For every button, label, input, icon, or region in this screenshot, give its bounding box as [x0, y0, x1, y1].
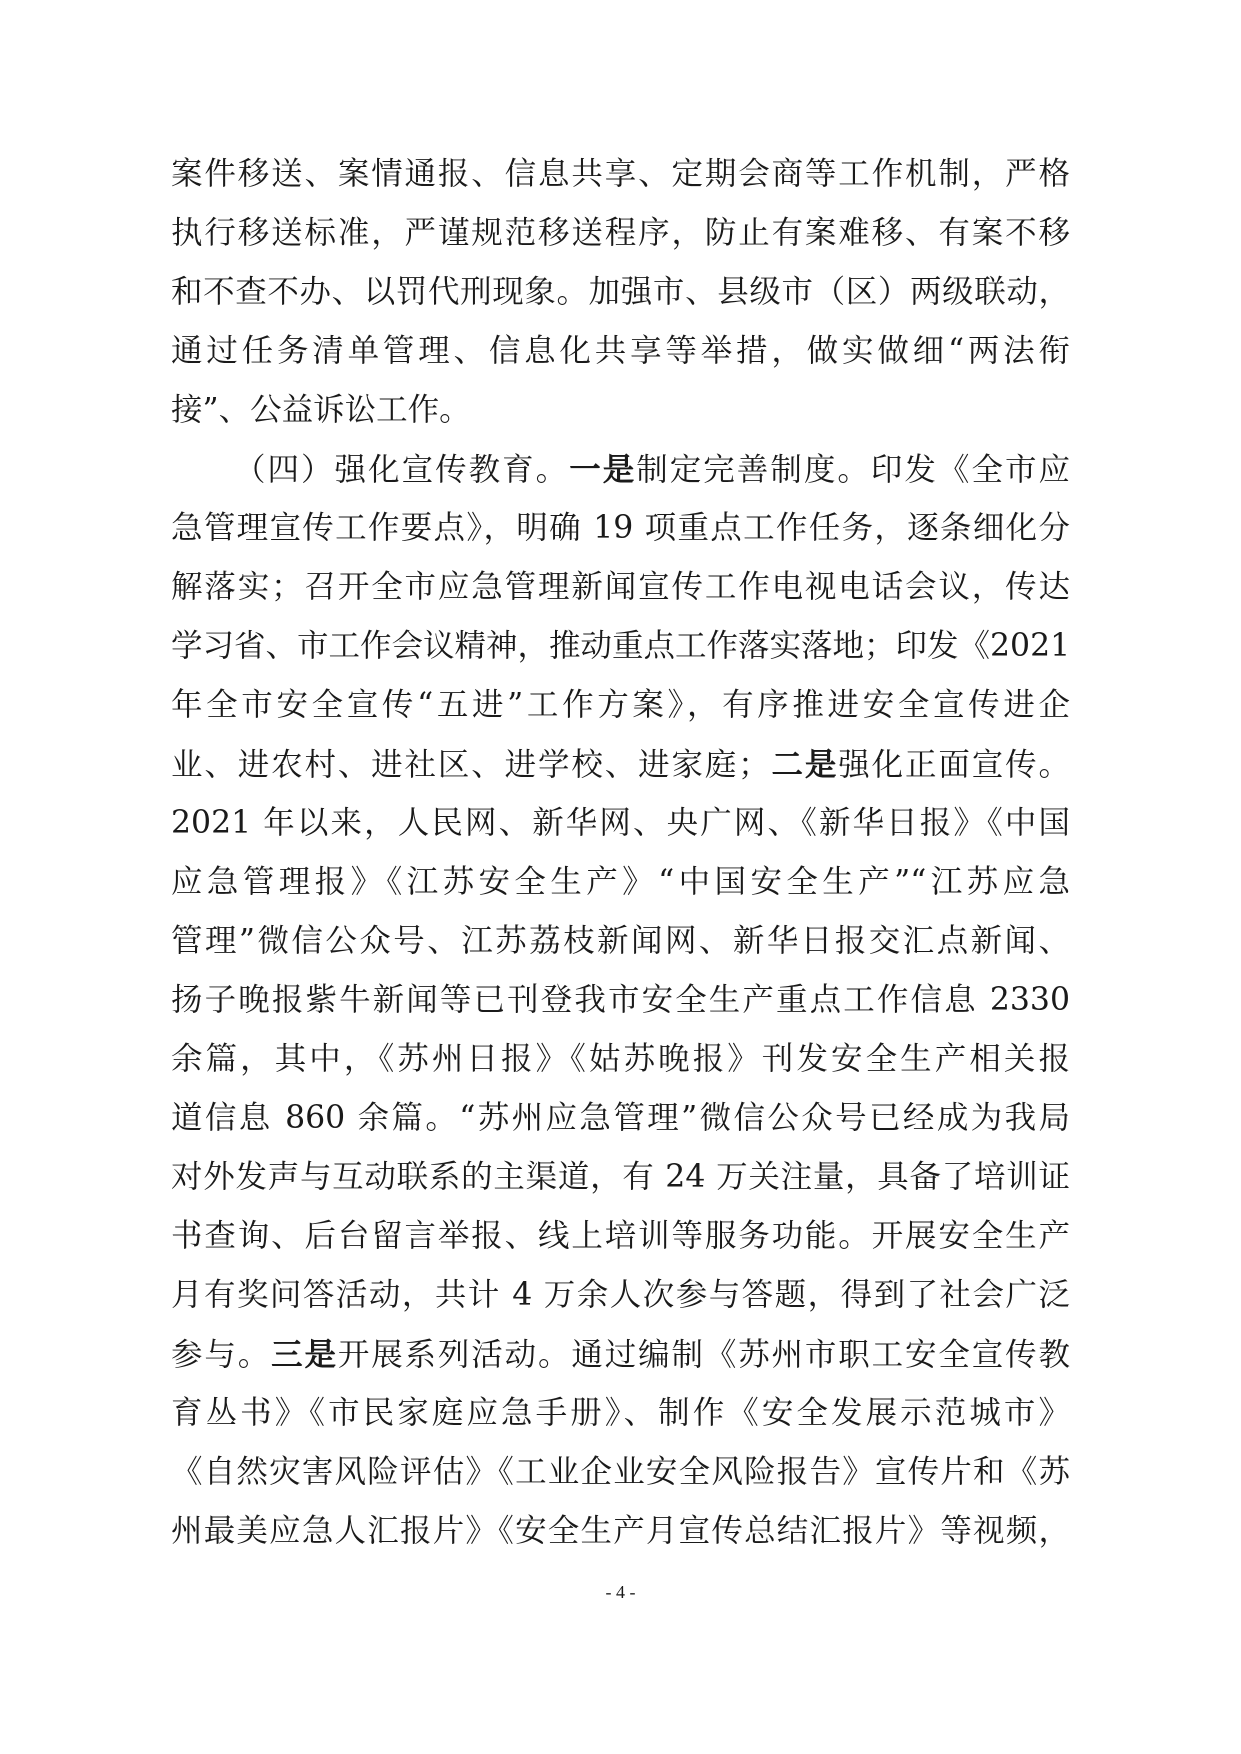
text-line: 通过任务清单管理、信息化共享等举措，做实做细“两法衔 [171, 333, 1070, 369]
text-line: 学习省、市工作会议精神，推动重点工作落实落地；印发《2021 [171, 628, 1070, 664]
text-line: 书查询、后台留言举报、线上培训等服务功能。开展安全生产 [171, 1218, 1070, 1254]
text-line: 管理”微信公众号、江苏荔枝新闻网、新华日报交汇点新闻、 [171, 923, 1070, 959]
page-number: - 4 - [605, 1582, 636, 1602]
paragraph-publicity-education [171, 440, 1070, 1561]
text-fragment: 开展系列活动。通过编制《苏州市职工安全宣传教 [337, 1337, 1070, 1373]
text-line: 案件移送、案情通报、信息共享、定期会商等工作机制，严格 [171, 156, 1070, 192]
text-fragment: 制定完善制度。印发《全市应 [636, 452, 1070, 488]
text-line: 应急管理报》《江苏安全生产》“中国安全生产”“江苏应急 [171, 864, 1070, 900]
text-line: 《自然灾害风险评估》《工业企业安全风险报告》宣传片和《苏 [171, 1454, 1070, 1490]
text-line: 州最美应急人汇报片》《安全生产月宣传总结汇报片》等视频， [171, 1513, 1070, 1549]
text-line [171, 440, 1070, 499]
point-marker-first: 一是 [569, 451, 637, 488]
text-line: 解落实；召开全市应急管理新闻宣传工作电视电话会议，传达 [171, 569, 1070, 605]
point-marker-third: 三是 [271, 1336, 338, 1373]
text-line: 对外发声与互动联系的主渠道，有 24 万关注量，具备了培训证 [171, 1159, 1070, 1195]
text-line: 执行移送标准，严谨规范移送程序，防止有案难移、有案不移 [171, 215, 1070, 251]
text-line: 急管理宣传工作要点》，明确 19 项重点工作任务，逐条细化分 [171, 510, 1070, 546]
text-fragment: 强化正面宣传。 [838, 747, 1070, 783]
text-line: 年全市安全宣传“五进”工作方案》，有序推进安全宣传进企 [171, 687, 1070, 723]
text-line: 接”、公益诉讼工作。 [171, 392, 471, 428]
text-line: 扬子晚报紫牛新闻等已刊登我市安全生产重点工作信息 2330 [171, 982, 1070, 1018]
text-line: 和不查不办、以罚代刑现象。加强市、县级市（区）两级联动， [171, 274, 1070, 310]
text-line: 2021 年以来，人民网、新华网、央广网、《新华日报》《中国 [171, 805, 1070, 841]
section-heading: （四）强化宣传教育。 [234, 452, 570, 488]
text-fragment: 业、进农村、进社区、进学校、进家庭； [171, 747, 770, 783]
text-line: 月有奖问答活动，共计 4 万余人次参与答题，得到了社会广泛 [171, 1277, 1070, 1313]
paragraph-case-transfer [171, 145, 1070, 440]
text-line [171, 735, 1070, 794]
text-line: 道信息 860 余篇。“苏州应急管理”微信公众号已经成为我局 [171, 1100, 1070, 1136]
text-fragment: 参与。 [171, 1337, 272, 1373]
text-line [171, 1325, 1070, 1384]
text-line: 育丛书》《市民家庭应急手册》、制作《安全发展示范城市》 [171, 1395, 1070, 1431]
point-marker-second: 二是 [769, 746, 839, 783]
text-line: 余篇，其中，《苏州日报》《姑苏晚报》刊发安全生产相关报 [171, 1041, 1070, 1077]
